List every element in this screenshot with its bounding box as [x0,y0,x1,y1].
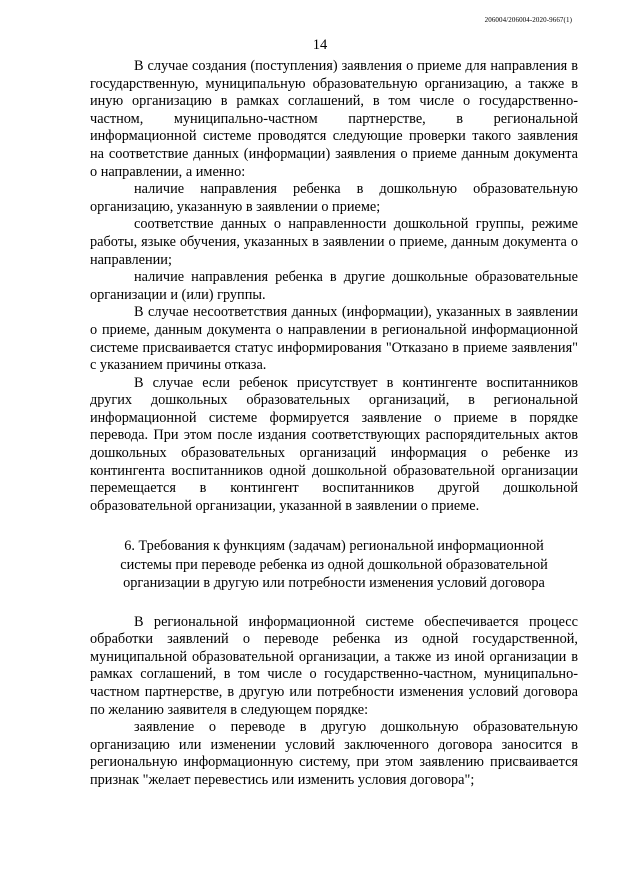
paragraph: заявление о переводе в другую дошкольную образовательную организацию или изменении условий заключенного договора заносится в региональную информационную систему, при этом заявлению присваивается признак "желает перевестись или изменить условия договора"; [90,719,578,788]
document-body [90,58,578,790]
paragraph: наличие направления ребенка в другие дошкольные образовательные организации и (или) группы. [90,269,578,303]
paragraph: В случае несоответствия данных (информации), указанных в заявлении о приеме, данным документа о направлении в региональной информационной системе присваивается статус информирования "Отказано в приеме заявления" с указанием причины отказа. [90,304,578,374]
paragraph: В региональной информационной системе обеспечивается процесс обработки заявлений о переводе ребенка из одной государственной, муниципальной образовательной организации, а также из иной организации в рамках соглашений, в том числе о государственно-частном, муниципально-частном партнерстве, в другую или потребности изменения условий договора по желанию заявителя в следующем порядке: [90,613,578,718]
section-heading [90,537,578,592]
section-heading-line: системы при переводе ребенка из одной дошкольной образовательной [120,556,548,573]
paragraph: соответствие данных о направленности дошкольной группы, режиме работы, языке обучения, указанных в заявлении о приеме, данным документа о направлении; [90,216,578,268]
section-heading-line: организации в другую или потребности изменения условий договора [123,575,545,592]
section-heading-line: 6. Требования к функциям (задачам) региональной информационной [124,538,544,555]
page-number: 14 [312,37,328,53]
document-id: 206004/206004-2020-9667(1) [484,16,572,24]
paragraph: В случае если ребенок присутствует в контингенте воспитанников других дошкольных образовательных организаций, в региональной информационной системе формируется заявление о приеме в порядке перевода. При этом после издания соответствующих распорядительных актов дошкольных образовательных организаций информация о ребенке из контингента воспитанников одной дошкольной образовательной организации перемещается в контингент воспитанников другой дошкольной образовательной организации, указанной в заявлении о приеме. [90,374,578,514]
paragraph: В случае создания (поступления) заявления о приеме для направления в государственную, муниципальную образовательную организацию, а также в иную организацию в рамках соглашений, в том числе о государственно-частном, муниципально-частном партнерстве, в региональной информационной системе проводятся следующие проверки такого заявления на соответствие данных (информации) заявления о приеме данным документа о направлении, а именно: [90,58,578,180]
paragraph: наличие направления ребенка в дошкольную образовательную организацию, указанную в заявлении о приеме; [90,181,578,215]
